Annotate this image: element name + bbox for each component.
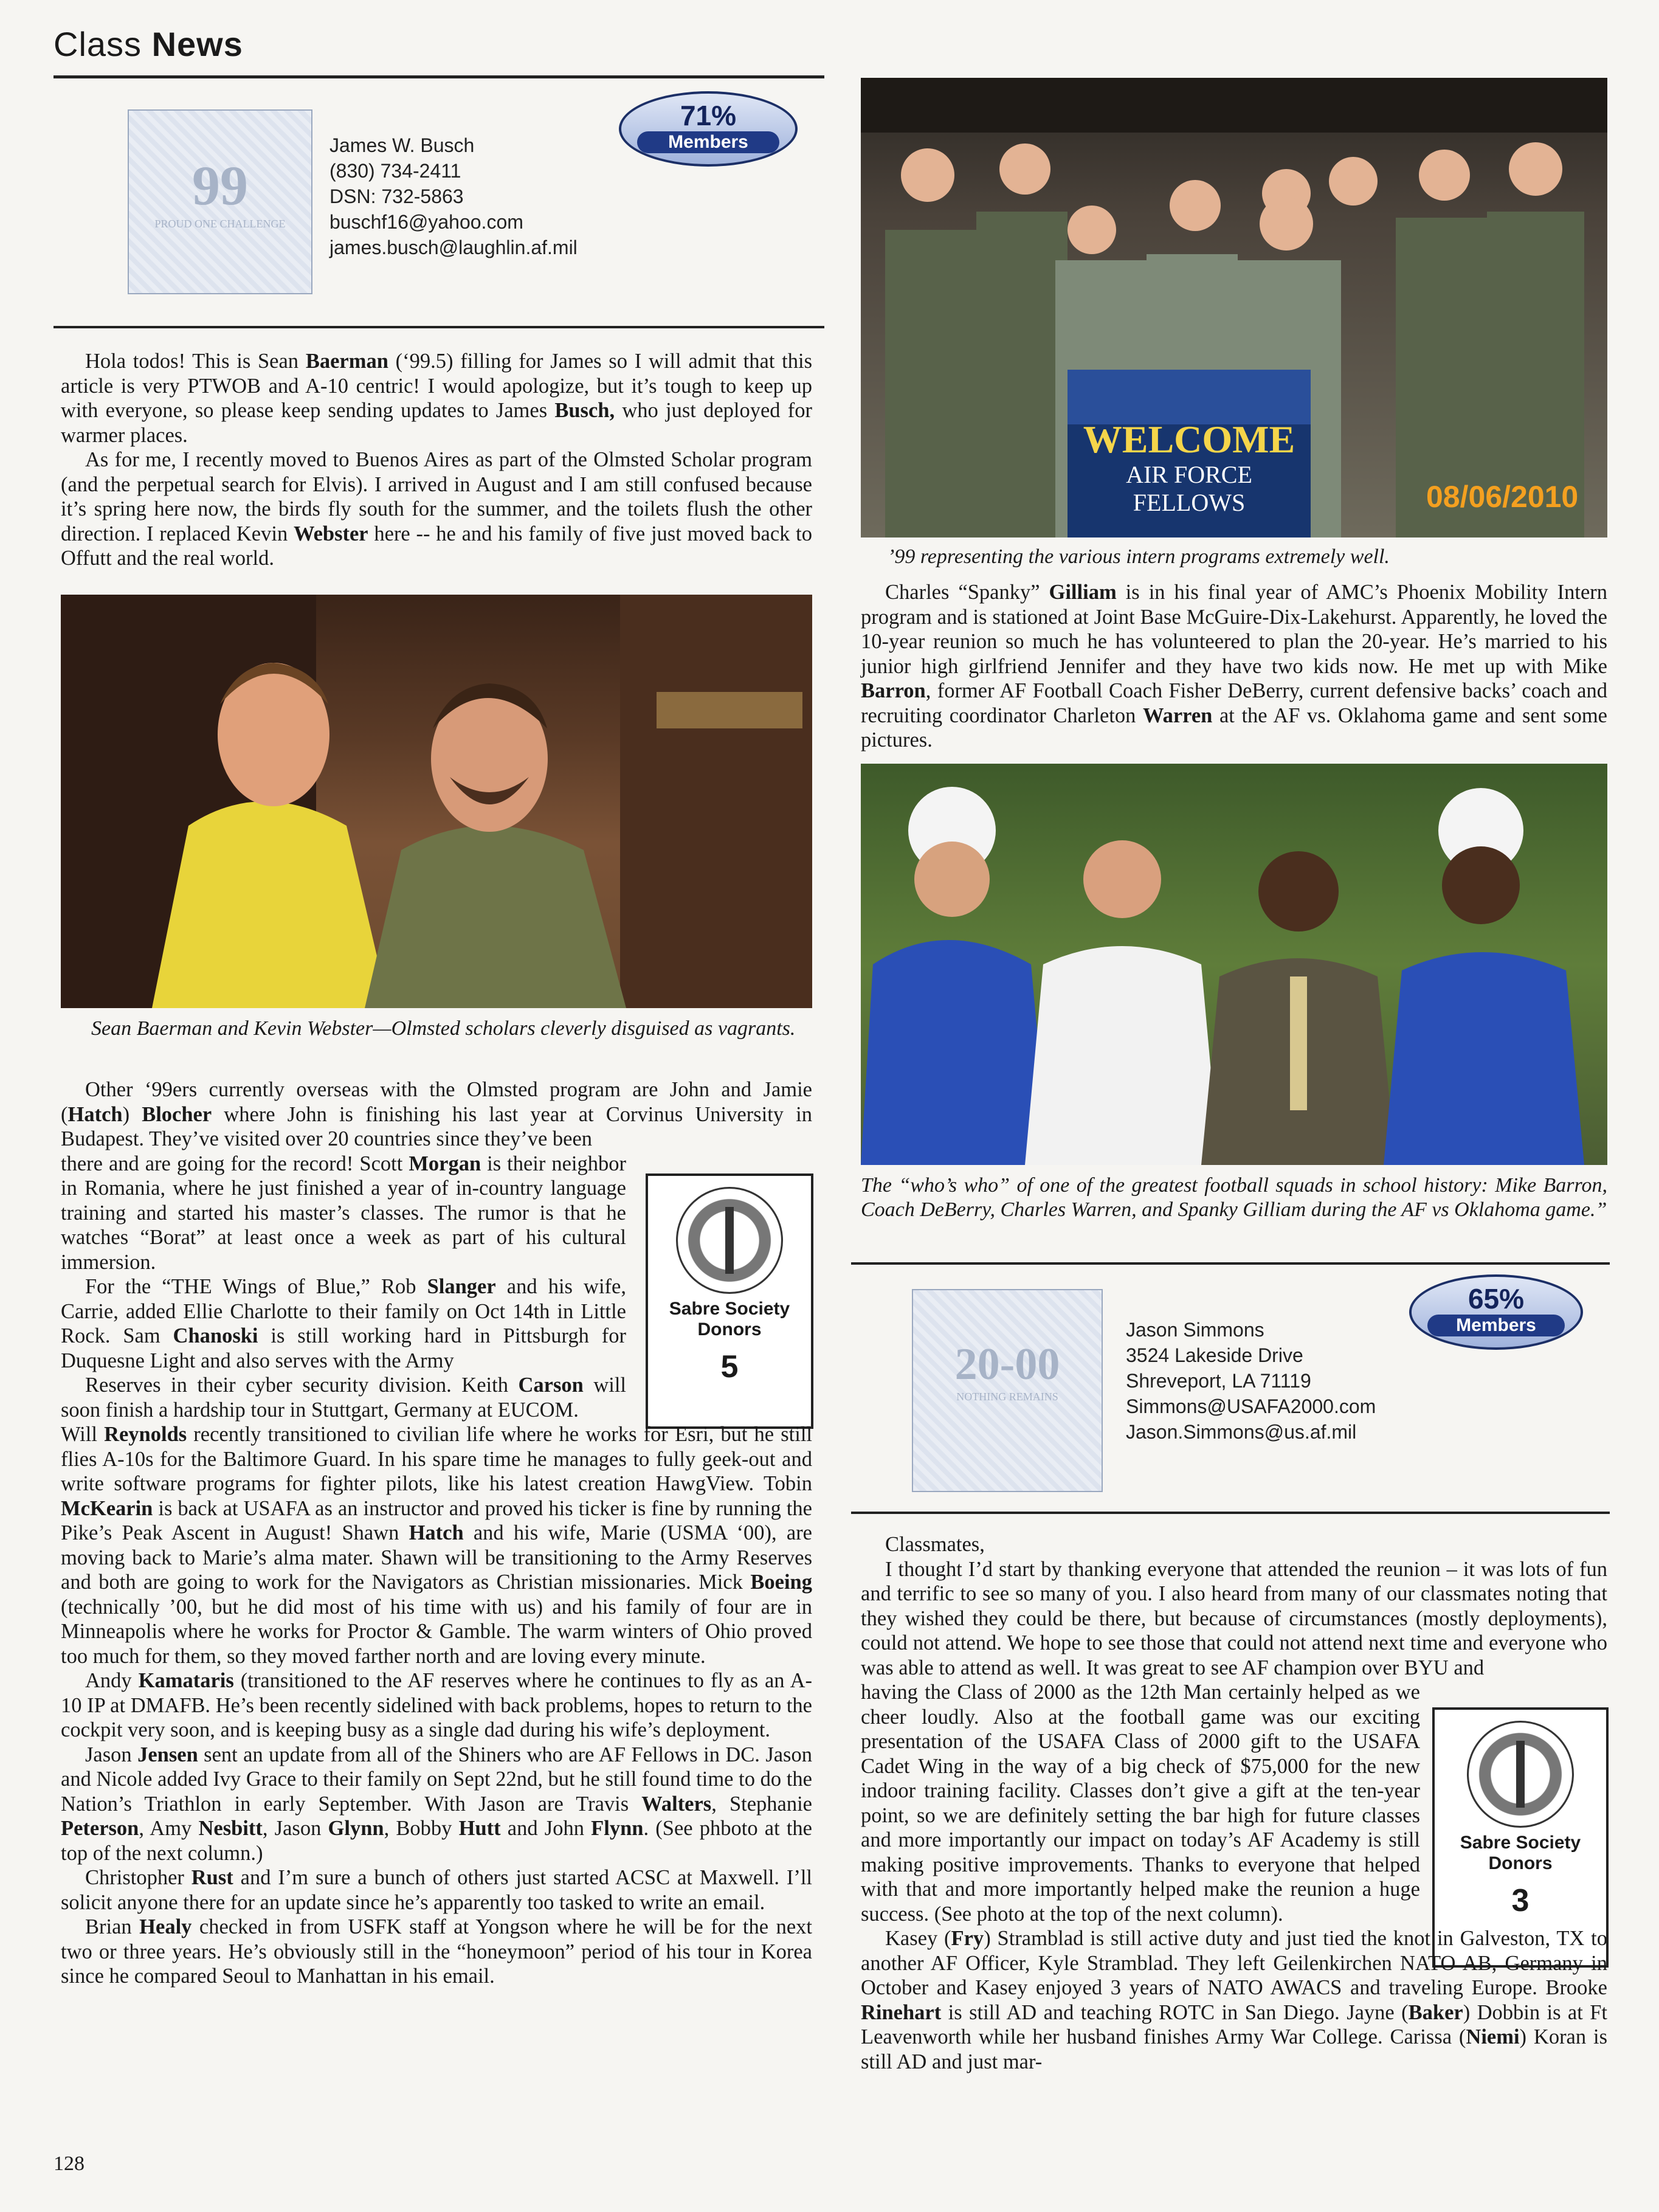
contact-rule: [53, 326, 824, 328]
sabre-society-box-2000: Sabre Society Donors 3: [1432, 1707, 1609, 1968]
air-force-fellows-photo: [861, 78, 1607, 537]
football-photo: [861, 764, 1607, 1165]
fellows-caption: ’99 representing the various intern programs extremely well.: [888, 545, 1390, 568]
football-caption: The “who’s who” of one of the greatest football squads in school history: Mike Barron, Coach DeBerry, Charles Warren, and Spanky Gilliam during the AF vs Oklahoma game.”: [861, 1174, 1607, 1221]
top-rule: [53, 75, 824, 78]
class-00-contact-rule: [851, 1512, 1610, 1514]
members-badge-2000: 65% Members: [1409, 1274, 1583, 1350]
section-title: Class News: [53, 25, 243, 63]
sabre-society-box-99: Sabre Society Donors 5: [646, 1173, 813, 1429]
olmsted-caption: Sean Baerman and Kevin Webster—Olmsted scholars cleverly disguised as vagrants.: [91, 1017, 796, 1040]
page-number: 128: [53, 2152, 85, 2175]
football-photo-art: [861, 764, 1607, 1165]
class-99-crest: 99 PROUD ONE CHALLENGE: [128, 109, 312, 294]
article-intro: Hola todos! This is Sean Baerman (‘99.5) filling for James so I will admit that this article is very PTWOB and A-10 centric! I would apologize, but it’s tough to keep up with everyone, so please keep sending updates to James Busch, who just deployed for warmer places. As for me, I recently moved to Buenos Aires as part of the Olmsted Scholar program (and the perpetual search for Elvis). I arrived in August and I am still confused because it’s spring here now, the birds fly south for the summer, and the toilets flush the other direction. I replaced Kevin Webster here -- he and his family of five just moved back to Offutt and the real world.: [61, 350, 812, 570]
article-gilliam: Charles “Spanky” Gilliam is in his final year of AMC’s Phoenix Mobility Intern program and is stationed at Joint Base McGuire-Dix-Lakehurst. Apparently, he loved the 10-year reunion so much he has volunteered to plan the 20-year. He’s married to his junior high girlfriend Jennifer and they have two kids now. He met up with Mike Barron, former AF Football Coach Fisher DeBerry, current defensive backs’ coach and recruiting coordinator Charleton Warren at the AF vs. Oklahoma game and sent some pictures.: [861, 581, 1608, 752]
class-00-top-rule: [851, 1262, 1610, 1265]
olmsted-photo: [61, 595, 812, 1008]
class-2000-crest: 20-00 NOTHING REMAINS: [912, 1289, 1103, 1492]
olmsted-photo-art: [61, 595, 812, 1008]
members-badge: 71% Members: [619, 91, 798, 167]
article-body-99: Other ‘99ers currently overseas with the Olmsted program are John and Jamie (Hatch) Blocher where John is finishing his last year at Corvinus University in Budapest. They’ve visited over 20 countries since they’ve been there and are going for the record! Scott Morgan is their neighbor in Romania, where he just finished a year of in-country language training and started his master’s classes. The rumor is that he watches “Borat” at least once a week as part of his cultural immersion. For the “THE Wings of Blue,” Rob Slanger and his wife, Carrie, added Ellie Charlotte to their family on Oct 14th in Little Rock. Sam Chanoski is still working hard in Pittsburgh for Duquesne Light and also serves with the Army Reserves in their cyber security division. Keith Carson will soon finish a hardship tour in Stuttgart, Germany at EUCOM. Will Reynolds recently transitioned to civilian life where he works for Esri, but he still flies A-10s for the Baltimore Guard. In his spare time he manages to fully geek-out and write software programs for fighter pilots, like his latest creation HawgView. Tobin McKearin is back at USAFA as an instructor and proved his ticker is fine by running the Pike’s Peak Ascent in August! Shawn Hatch and his wife, Marie (USMA ‘00), are moving back to Marie’s alma mater. Shawn will be transitioning to the Army Reserves and both are going to work for the Navigators as Christian missionaries. Mick Boeing (technically ’00, but he did most of his time with us) and his family of four are in Minneapolis where he works for Proctor & Gamble. The warm winters of Ohio proved too much for them, so they moved farther north and are loving every minute. Andy Kamataris (transitioned to the AF reserves where he continues to fly as an A-10 IP at DMAFB. He’s been recently sidelined with back problems, hopes to return to the cockpit very soon, and is keeping busy as a single dad during his wife’s deployment. Jason Jensen sent an update from all of the Shiners who are AF Fellows in DC. Jason and Nicole added Ivy Grace to their family on Sept 22nd, but he still found time to do the Nation’s Triathlon in early September. With Jason are Travis Walters, Stephanie Peterson, Amy Nesbitt, Jason Glynn, Bobby Hutt and John Flynn. (See phboto at the top of the next column.) Christopher Rust and I’m sure a bunch of others just started ACSC at Maxwell. I’ll solicit anyone there for an update since he’s apparently too tasked to write an email. Brian Healy checked in from USFK staff at Yongson where he will be for the next two or three years. He’s obviously still in the “honeymoon” period of his tour in Korea since he compared Seoul to Manhattan in his email.: [61, 1078, 813, 1988]
class-99-contact: James W. Busch (830) 734-2411 DSN: 732-5863 buschf16@yahoo.com james.busch@laughlin.af.mil: [329, 134, 578, 258]
photo-date-stamp: 08/06/2010: [1426, 480, 1579, 514]
welcome-sign: WELCOME AIR FORCE FELLOWS: [1083, 418, 1295, 516]
article-body-2000: Classmates, I thought I’d start by thanking everyone that attended the reunion – it was lots of fun and terrific to see so many of you. I also heard from many of our classmates noting that they wished they could be there, but because of circumstances (mostly deployments), could not attend. We hope to see those that could not attend next time and everyone who was able to attend as well. It was great to see AF champion over BYU and having the Class of 2000 as the 12th Man certainly helped as we cheer loudly. Also at the football game was our exciting presentation of the USAFA Class of 2000 gift to the USAFA Cadet Wing in the way of a big check of $75,000 for the new indoor training facility. Classes don’t give a gift at the ten-year point, so we are definitely setting the bar high for future classes and more importantly our impact on today’s AF Academy is still making positive improvements. Thanks to everyone that helped with that and more importantly helped make the reunion a huge success. (See photo at the top of the next column). Kasey (Fry) Stramblad is still active duty and just tied the knot in Galveston, TX to another AF Officer, Kyle Stramblad. They left Geilenkirchen NATO AB, Germany in October and Kasey enjoyed 3 years of NATO AWACS and traveling Europe. Brooke Rinehart is still AD and teaching ROTC in San Diego. Jayne (Baker) Dobbin is at Ft Leavenworth while her husband finishes Army War College. Carissa (Niemi) Koran is still AD and just mar-: [861, 1533, 1608, 2073]
class-2000-contact: Jason Simmons 3524 Lakeside Drive Shreveport, LA 71119 Simmons@USAFA2000.com Jason.Simmons@us.af.mil: [1126, 1319, 1376, 1443]
